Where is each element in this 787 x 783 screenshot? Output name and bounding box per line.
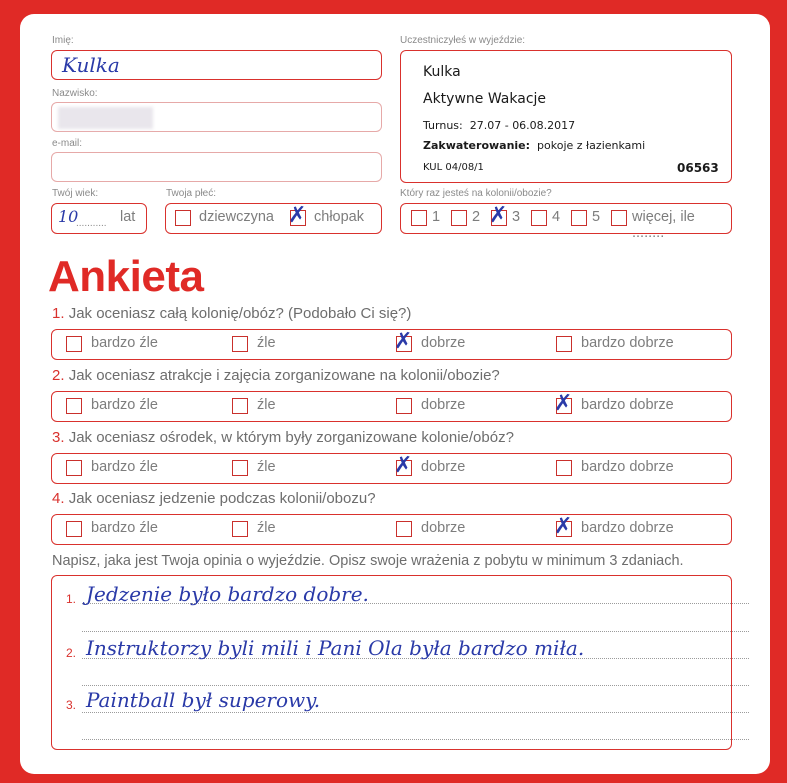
rating-option-label: bardzo dobrze [581,397,674,413]
rating-checkbox[interactable] [394,453,413,478]
name-value: Kulka [62,53,120,77]
ruled-line [82,739,749,740]
trip-label: Uczestniczyłeś w wyjeździe: [400,35,526,46]
rating-checkbox[interactable] [554,391,573,416]
opinion-line-number: 1. [66,592,77,606]
rating-option-label: bardzo źle [91,335,158,351]
question-number: 1. [52,305,65,322]
rating-checkbox[interactable] [66,521,82,537]
check-mark-icon: ✗ [394,453,413,478]
turnus-value: 27.07 - 06.08.2017 [469,119,576,132]
age-field[interactable] [51,203,147,234]
times-label: Który raz jesteś na kolonii/obozie? [400,188,552,199]
question-2-options [51,391,732,422]
ruled-line [82,631,749,632]
opinion-line-text: Instruktorzy byli mili i Pani Ola była bardzo miła. [86,636,585,660]
rating-checkbox[interactable] [396,521,412,537]
rating-option-label: źle [257,397,276,413]
rating-option-label: dobrze [421,397,466,413]
redacted-surname [58,107,153,129]
gender-boy-label: chłopak [314,209,364,225]
times-2-label: 2 [472,209,481,225]
rating-option-label: dobrze [421,335,466,351]
opinion-line-text: Paintball był superowy. [86,688,321,712]
rating-checkbox[interactable] [396,398,412,414]
check-mark-icon: ✗ [489,203,508,228]
accommodation-row [423,139,645,152]
rating-checkbox[interactable] [66,460,82,476]
trip-line1: Kulka [423,64,461,80]
ruled-line [82,685,749,686]
question-number: 3. [52,429,65,446]
times-4-label: 4 [552,209,561,225]
name-field[interactable] [51,50,382,80]
question-number: 4. [52,490,65,507]
question-text: Jak oceniasz ośrodek, w którym były zorganizowane kolonie/obóz? [68,429,514,446]
rating-checkbox[interactable] [66,336,82,352]
rating-option-label: bardzo źle [91,459,158,475]
opinion-line-number: 2. [66,646,77,660]
trip-line2: Aktywne Wakacje [423,91,547,107]
question-3 [52,429,514,446]
turnus-label: Turnus: [423,119,463,132]
times-group [400,203,732,241]
rating-checkbox[interactable] [232,521,248,537]
question-number: 2. [52,367,65,384]
rating-option-label: bardzo dobrze [581,459,674,475]
trip-number: 06563 [677,161,719,175]
rating-option-label: źle [257,459,276,475]
question-2 [52,367,500,384]
accommodation-label: Zakwaterowanie: [423,139,531,152]
times-5-label: 5 [592,209,601,225]
times-5-checkbox[interactable] [571,210,587,226]
email-field[interactable] [51,152,382,182]
rating-checkbox[interactable] [66,398,82,414]
times-3-checkbox[interactable] [489,203,508,228]
opinion-prompt: Napisz, jaka jest Twoja opinia o wyjeździe. Opisz swoje wrażenia z pobytu w minimum 3 zdaniach. [52,553,684,569]
rating-option-label: bardzo dobrze [581,335,674,351]
times-more-label: więcej, ile ........ [632,209,695,241]
question-3-options [51,453,732,484]
email-label: e-mail: [52,138,83,149]
rating-option-label: bardzo źle [91,520,158,536]
rating-checkbox[interactable] [394,329,413,354]
times-2-checkbox[interactable] [451,210,467,226]
rating-option-label: dobrze [421,459,466,475]
question-4-options [51,514,732,545]
age-unit: lat [120,209,136,225]
trip-code: KUL 04/08/1 [423,162,484,173]
times-more-checkbox[interactable] [611,210,627,226]
gender-girl-label: dziewczyna [199,209,274,225]
opinion-line-text: Jedzenie było bardzo dobre. [86,582,369,606]
rating-option-label: bardzo dobrze [581,520,674,536]
check-mark-icon: ✗ [554,391,573,416]
question-text: Jak oceniasz jedzenie podczas kolonii/obozu? [68,490,376,507]
rating-option-label: źle [257,335,276,351]
rating-checkbox[interactable] [232,398,248,414]
ruled-line [82,712,749,713]
age-value: 10 [58,207,79,226]
survey-title: Ankieta [48,252,204,301]
gender-label: Twoja płeć: [166,188,217,199]
question-text: Jak oceniasz całą kolonię/obóz? (Podobało Ci się?) [68,305,412,322]
rating-checkbox[interactable] [232,460,248,476]
question-1-options [51,329,732,360]
rating-checkbox[interactable] [556,336,572,352]
times-3-label: 3 [512,209,521,225]
rating-option-label: dobrze [421,520,466,536]
accommodation-value: pokoje z łazienkami [537,139,646,152]
surname-label: Nazwisko: [52,88,98,99]
opinion-line-number: 3. [66,698,77,712]
times-1-checkbox[interactable] [411,210,427,226]
rating-checkbox[interactable] [232,336,248,352]
check-mark-icon: ✗ [394,329,413,354]
rating-checkbox[interactable] [556,460,572,476]
check-mark-icon: ✗ [554,514,573,539]
gender-group [165,203,382,234]
age-label: Twój wiek: [52,188,99,199]
surname-field[interactable] [51,102,382,132]
age-dots: ........... [76,218,107,229]
check-mark-icon: ✗ [288,203,307,228]
rating-option-label: źle [257,520,276,536]
rating-checkbox[interactable] [554,514,573,539]
name-label: Imię: [52,35,74,46]
times-1-label: 1 [432,209,441,225]
rating-option-label: bardzo źle [91,397,158,413]
gender-girl-checkbox[interactable] [175,210,191,226]
turnus-row [423,119,575,132]
question-text: Jak oceniasz atrakcje i zajęcia zorganizowane na kolonii/obozie? [68,367,500,384]
trip-info-box [400,50,732,183]
gender-boy-checkbox[interactable] [288,203,307,228]
question-4 [52,490,376,507]
times-4-checkbox[interactable] [531,210,547,226]
question-1 [52,305,411,322]
